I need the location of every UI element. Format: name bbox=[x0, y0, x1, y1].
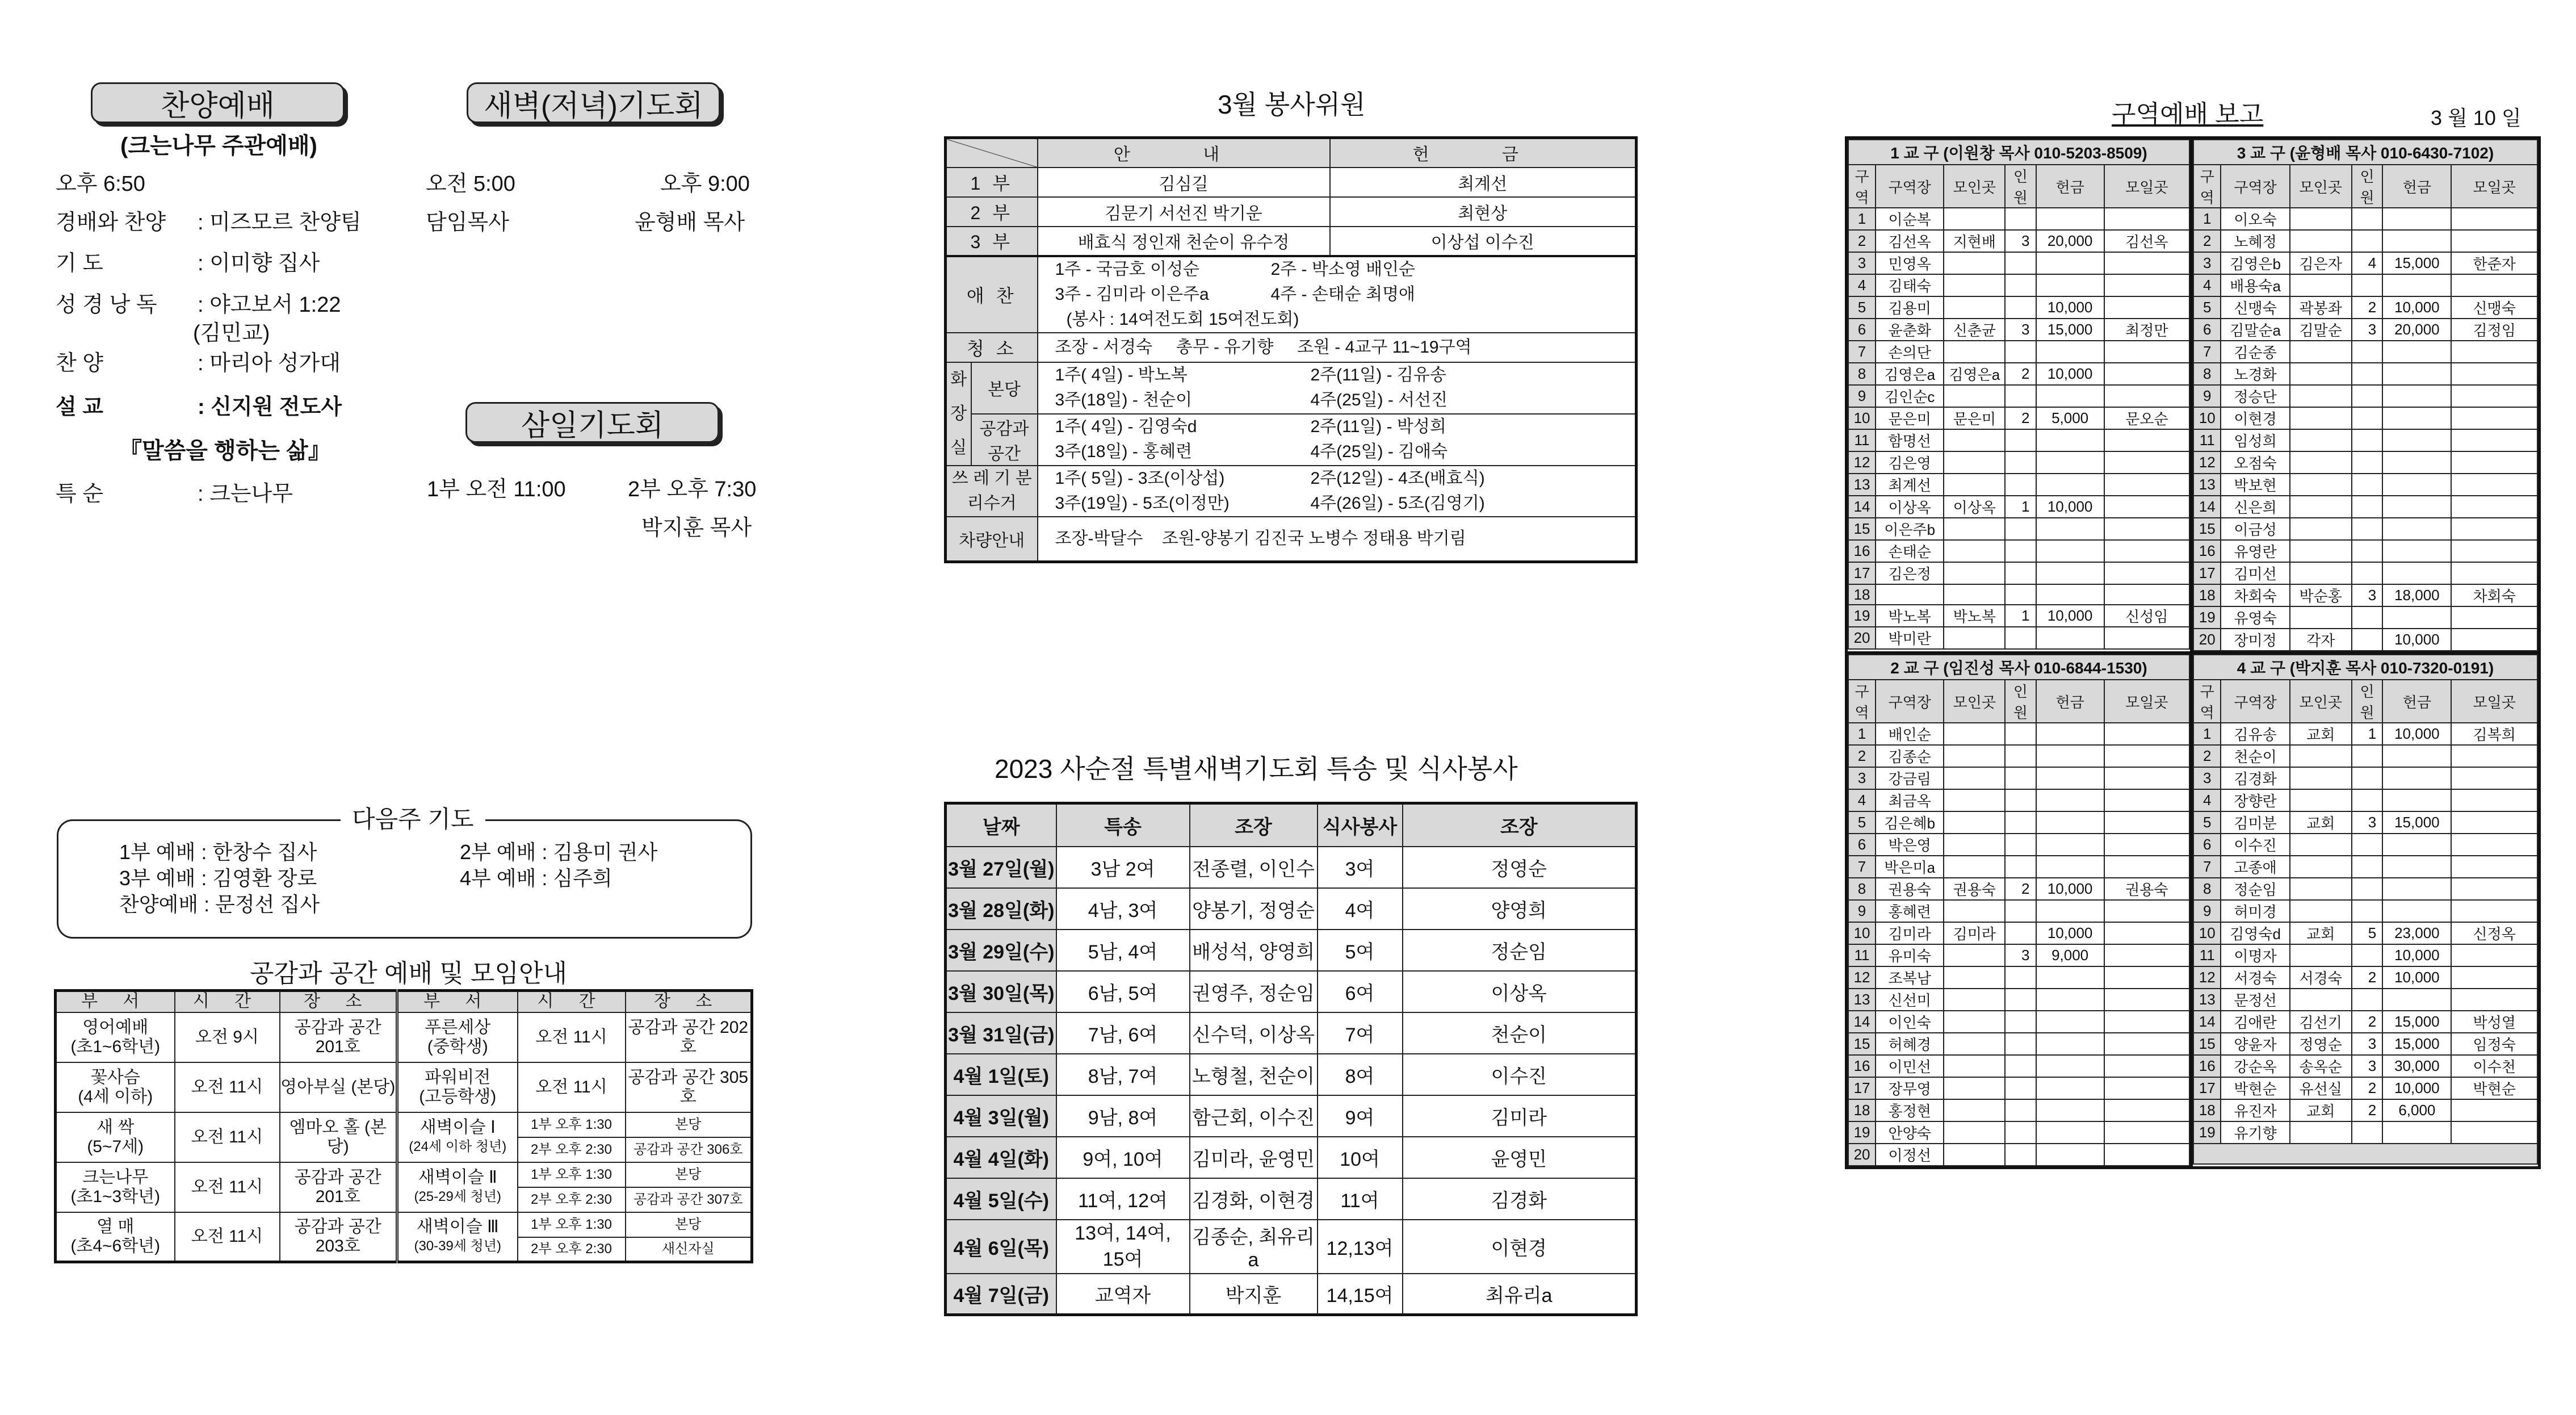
col-header: 날짜 bbox=[946, 803, 1056, 847]
table-row: 19 안양숙 bbox=[1848, 1121, 2189, 1144]
district-header: 4 교 구 (박지훈 목사 010-7320-0191) bbox=[2193, 655, 2537, 680]
col-header: 모일곳 bbox=[2104, 165, 2189, 208]
col-header: 헌 금 bbox=[1330, 138, 1637, 168]
worship-item: 기 도 : 이미향 집사 bbox=[56, 252, 320, 275]
worship-item: 성 경 낭 독 : 야고보서 1:22 bbox=[56, 293, 341, 317]
col-header: 헌금 bbox=[2036, 165, 2104, 208]
table-row: 청 소 조장 - 서경숙 총무 - 유기향 조원 - 4교구 11~19구역 bbox=[946, 333, 1637, 362]
table-row: 3 김영은b 김은자 4 15,000 한준자 bbox=[2193, 252, 2537, 274]
prayer-item: 1부 예배 : 한창수 집사 bbox=[119, 840, 317, 864]
prayer-item: 4부 예배 : 심주희 bbox=[460, 866, 612, 890]
march-servants-table bbox=[944, 136, 1638, 563]
table-row: 5 김용미 10,000 bbox=[1848, 296, 2189, 319]
col-header: 모일곳 bbox=[2104, 680, 2189, 723]
col-header: 구역장 bbox=[1876, 165, 1944, 208]
table-row: 8 정순임 bbox=[2193, 878, 2537, 900]
worship-time: 오후 6:50 bbox=[56, 172, 145, 196]
col-header: 구역 bbox=[2193, 165, 2221, 208]
col-header: 인원 bbox=[2005, 680, 2036, 723]
table-row: 공감과 공간 1주( 4일) - 김영숙d 2주(11일) - 박성희 3주(18일) - 홍혜련 4주(25일) - 김애숙 bbox=[946, 414, 1637, 466]
table-row: 5 김은혜b bbox=[1848, 811, 2189, 834]
table-row: 1 김유송 교회 1 10,000 김복희 bbox=[2193, 723, 2537, 745]
table-row: 16 이민선 bbox=[1848, 1055, 2189, 1077]
table-row: 10 김미라 김미라 10,000 bbox=[1848, 922, 2189, 944]
table-row: 9 허미경 bbox=[2193, 900, 2537, 922]
district-header: 2 교 구 (임진성 목사 010-6844-1530) bbox=[1848, 655, 2189, 680]
district-report-date: 3 월 10 일 bbox=[2431, 106, 2522, 129]
table-row: 10 문은미 문은미 2 5,000 문오순 bbox=[1848, 407, 2189, 429]
col-header: 구역 bbox=[1848, 165, 1876, 208]
table-row: 15 허혜경 bbox=[1848, 1033, 2189, 1055]
district-1 bbox=[1848, 139, 2193, 651]
meeting-guide-title: 공감과 공간 예배 및 모임안내 bbox=[250, 960, 567, 987]
table-row: 4월 5일(수) 11여, 12여 김경화, 이현경 11여 김경화 bbox=[946, 1178, 1637, 1220]
table-row: 5 신맹숙 곽봉좌 2 10,000 신맹숙 bbox=[2193, 296, 2537, 319]
worship-item: 경배와 찬양 : 미즈모르 찬양팀 bbox=[56, 211, 362, 235]
table-row: 6 윤춘화 신춘균 3 15,000 최정만 bbox=[1848, 319, 2189, 341]
table-row: 애 찬 1주 - 국금호 이성순 2주 - 박소영 배인순 3주 - 김미라 이은주a 4주 - 손태순 최명애 (봉사 : 14여전도회 15여전도회) bbox=[946, 256, 1637, 333]
col-header: 식사봉사 bbox=[1318, 803, 1403, 847]
table-row: 화 장 실 본당 1주( 4일) - 박노복 2주(11일) - 김유송 3주(18일) - 천순이 4주(25일) - 서선진 bbox=[946, 362, 1637, 414]
col-header: 모일곳 bbox=[2451, 680, 2537, 723]
col-header: 모인곳 bbox=[2290, 165, 2352, 208]
table-row: 꽃사슴 (4세 이하) 오전 11시 영아부실 (본당) 파워비전 (고등학생) 오전 11시 공감과 공간 305호 bbox=[56, 1062, 752, 1112]
district-2 bbox=[1848, 651, 2193, 1166]
dawn-evening-time: 오후 9:00 bbox=[660, 172, 750, 196]
table-row: 16 손태순 bbox=[1848, 540, 2189, 562]
col-header: 구역장 bbox=[1876, 680, 1944, 723]
table-row: 14 이상옥 이상옥 1 10,000 bbox=[1848, 496, 2189, 518]
table-row: 2 노혜정 bbox=[2193, 230, 2537, 252]
district-3 bbox=[2193, 139, 2538, 651]
table-row: 13 박보현 bbox=[2193, 474, 2537, 496]
wednesday-prayer-title: 삼일기도회 bbox=[521, 409, 664, 442]
table-row: 11 임성희 bbox=[2193, 429, 2537, 451]
col-header: 구역 bbox=[2193, 680, 2221, 723]
table-row: 9 김인순c bbox=[1848, 385, 2189, 407]
table-row: 4월 3일(월) 9남, 8여 함근회, 이수진 9여 김미라 bbox=[946, 1095, 1637, 1137]
col-header: 조장 bbox=[1403, 803, 1637, 847]
table-row: 6 박은영 bbox=[1848, 834, 2189, 856]
table-row: 4 최금옥 bbox=[1848, 789, 2189, 811]
sermon-item: 설 교 : 신지원 전도사 bbox=[56, 395, 342, 419]
col-header: 인원 bbox=[2352, 680, 2383, 723]
district-report-title: 구역예배 보고 bbox=[2112, 101, 2264, 128]
col-header: 장 소 bbox=[280, 991, 397, 1012]
table-row: 영어예배 (초1~6학년) 오전 9시 공감과 공간 201호 푸른세상 (중학생) 오전 11시 공감과 공간 202호 bbox=[56, 1012, 752, 1062]
table-row: 3월 27일(월) 3남 2여 전종렬, 이인수 3여 정영순 bbox=[946, 847, 1637, 888]
table-row: 4 배용숙a bbox=[2193, 274, 2537, 296]
district-header: 3 교 구 (윤형배 목사 010-6430-7102) bbox=[2193, 140, 2537, 165]
table-row: 2 김종순 bbox=[1848, 745, 2189, 767]
worship-item: (김민교) bbox=[193, 321, 270, 345]
dawn-prayer-title-badge bbox=[467, 82, 720, 123]
lent-table bbox=[944, 802, 1638, 1316]
table-row: 크는나무 (초1~3학년) 오전 11시 공감과 공간 201호 새벽이슬 Ⅱ (25-29세 청년) 1부 오후 1:30 본당 bbox=[56, 1162, 752, 1187]
table-row: 8 김영은a 김영은a 2 10,000 bbox=[1848, 363, 2189, 385]
meeting-guide-table bbox=[54, 989, 753, 1263]
col-header: 모인곳 bbox=[2290, 680, 2352, 723]
col-header: 부 서 bbox=[56, 991, 175, 1012]
table-row: 20 박미란 bbox=[1848, 627, 2189, 649]
col-header: 특송 bbox=[1056, 803, 1190, 847]
dawn-morning-leader: 담임목사 bbox=[426, 211, 509, 235]
table-row: 5 김미분 교회 3 15,000 bbox=[2193, 811, 2537, 834]
wednesday-prayer-title-badge bbox=[465, 402, 719, 443]
col-header: 모인곳 bbox=[1944, 165, 2005, 208]
table-row: 4월 7일(금) 교역자 박지훈 14,15여 최유리a bbox=[946, 1274, 1637, 1315]
col-header: 인원 bbox=[2352, 165, 2383, 208]
table-row: 18 bbox=[1848, 584, 2189, 605]
sermon-title: 『말씀을 행하는 삶』 bbox=[119, 438, 331, 463]
next-week-prayer-title: 다음주 기도 bbox=[341, 801, 485, 835]
table-row: 1 이오숙 bbox=[2193, 208, 2537, 230]
table-row: 12 조복남 bbox=[1848, 966, 2189, 989]
dawn-morning-time: 오전 5:00 bbox=[426, 172, 515, 196]
table-row: 17 장무영 bbox=[1848, 1077, 2189, 1099]
table-row: 새 싹 (5~7세) 오전 11시 엠마오 홀 (본당) 새벽이슬 Ⅰ (24세 이하 청년) 1부 오후 1:30 본당 bbox=[56, 1112, 752, 1137]
table-row: 2 부 김문기 서선진 박기운 최현상 bbox=[946, 197, 1637, 227]
table-row: 1 부 김심길 최계선 bbox=[946, 168, 1637, 197]
table-row: 3월 29일(수) 5남, 4여 배성석, 양영희 5여 정순임 bbox=[946, 930, 1637, 971]
table-row: 3월 31일(금) 7남, 6여 신수덕, 이상옥 7여 천순이 bbox=[946, 1012, 1637, 1054]
col-header: 장 소 bbox=[626, 991, 752, 1012]
table-row: 8 권용숙 권용숙 2 10,000 권용숙 bbox=[1848, 878, 2189, 900]
table-row: 11 유미숙 3 9,000 bbox=[1848, 944, 2189, 966]
table-row: 18 차회숙 박순홍 3 18,000 차회숙 bbox=[2193, 584, 2537, 606]
table-row: 10 김영숙d 교회 5 23,000 신정옥 bbox=[2193, 922, 2537, 944]
table-row: 차량안내 조장-박달수 조원-양봉기 김진국 노병수 정태용 박기림 bbox=[946, 517, 1637, 562]
table-row: 3월 30일(목) 6남, 5여 권영주, 정순임 6여 이상옥 bbox=[946, 971, 1637, 1012]
table-row: 15 양윤자 정영순 3 15,000 임정숙 bbox=[2193, 1033, 2537, 1055]
col-header: 안 내 bbox=[1038, 138, 1330, 168]
table-row: 6 김말순a 김말순 3 20,000 김정임 bbox=[2193, 319, 2537, 341]
col-header: 구역 bbox=[1848, 680, 1876, 723]
table-row: 19 유기향 bbox=[2193, 1121, 2537, 1144]
district-header: 1 교 구 (이원창 목사 010-5203-8509) bbox=[1848, 140, 2189, 165]
table-row: 3 부 배효식 정인재 천순이 유수정 이상섭 이수진 bbox=[946, 227, 1637, 256]
wednesday-first: 1부 오전 11:00 bbox=[427, 478, 566, 501]
col-header: 헌금 bbox=[2036, 680, 2104, 723]
col-header: 헌금 bbox=[2382, 680, 2451, 723]
worship-subtitle: (크는나무 주관예배) bbox=[120, 133, 317, 158]
table-row-empty bbox=[2193, 1144, 2537, 1164]
table-row: 4 장향란 bbox=[2193, 789, 2537, 811]
dawn-prayer-title: 새벽(저녁)기도회 bbox=[484, 89, 703, 123]
prayer-item: 찬양예배 : 문정선 집사 bbox=[119, 893, 320, 916]
table-row: 10 이현경 bbox=[2193, 407, 2537, 429]
table-row: 12 김은영 bbox=[1848, 451, 2189, 474]
table-row: 3 김경화 bbox=[2193, 767, 2537, 789]
table-row: 7 박은미a bbox=[1848, 856, 2189, 878]
table-row: 2부 오후 2:30 공감과 공간 306호 bbox=[56, 1137, 752, 1162]
worship-item: 찬 양 : 마리아 성가대 bbox=[56, 351, 341, 375]
table-row: 9 홍혜련 bbox=[1848, 900, 2189, 922]
table-row: 2부 오후 2:30 공감과 공간 307호 bbox=[56, 1187, 752, 1212]
table-row: 8 노경화 bbox=[2193, 363, 2537, 385]
table-row: 11 이명자 10,000 bbox=[2193, 944, 2537, 966]
table-row: 1 배인순 bbox=[1848, 723, 2189, 745]
col-header: 부 서 bbox=[397, 991, 518, 1012]
table-row: 열 매 (초4~6학년) 오전 11시 공감과 공간 203호 새벽이슬 Ⅲ (30-39세 청년) 1부 오후 1:30 본당 bbox=[56, 1212, 752, 1237]
table-row: 4월 1일(토) 8남, 7여 노형철, 천순이 8여 이수진 bbox=[946, 1054, 1637, 1095]
col-header: 모인곳 bbox=[1944, 680, 2005, 723]
table-row: 20 장미정 각자 10,000 bbox=[2193, 629, 2537, 651]
col-header: 구역장 bbox=[2221, 680, 2289, 723]
district-4 bbox=[2193, 651, 2538, 1166]
col-header: 조장 bbox=[1190, 803, 1318, 847]
table-row: 20 이정선 bbox=[1848, 1144, 2189, 1166]
table-row: 11 함명선 bbox=[1848, 429, 2189, 451]
table-row: 12 서경숙 서경숙 2 10,000 bbox=[2193, 966, 2537, 989]
table-row: 쓰 레 기 분리수거 1주( 5일) - 3조(이상섭) 2주(12일) - 4조(배효식) 3주(19일) - 5조(이정만) 4주(26일) - 5조(김영기) bbox=[946, 466, 1637, 517]
col-header: 시 간 bbox=[175, 991, 280, 1012]
table-row: 4 김태숙 bbox=[1848, 274, 2189, 296]
table-row: 9 정승단 bbox=[2193, 385, 2537, 407]
col-header: 시 간 bbox=[518, 991, 626, 1012]
lent-title: 2023 사순절 특별새벽기도회 특송 및 식사봉사 bbox=[995, 754, 1518, 784]
table-row: 13 신선미 bbox=[1848, 989, 2189, 1011]
table-row: 13 문정선 bbox=[2193, 989, 2537, 1011]
table-row: 15 이금성 bbox=[2193, 518, 2537, 540]
table-row: 19 박노복 박노복 1 10,000 신성임 bbox=[1848, 605, 2189, 627]
table-row: 4월 6일(목) 13여, 14여, 15여 김종순, 최유리a 12,13여 이현경 bbox=[946, 1220, 1637, 1274]
table-row: 12 오점숙 bbox=[2193, 451, 2537, 474]
col-header: 모일곳 bbox=[2451, 165, 2537, 208]
table-row: 17 김은정 bbox=[1848, 562, 2189, 584]
table-row: 3 강금림 bbox=[1848, 767, 2189, 789]
table-row: 17 김미선 bbox=[2193, 562, 2537, 584]
worship-title-badge bbox=[91, 82, 345, 123]
prayer-item: 2부 예배 : 김용미 권사 bbox=[460, 840, 658, 864]
next-week-prayer-list bbox=[119, 839, 687, 918]
table-row: 7 손의단 bbox=[1848, 341, 2189, 363]
table-row: 18 유진자 교회 2 6,000 bbox=[2193, 1099, 2537, 1121]
table-row: 2 김선옥 지현배 3 20,000 김선옥 bbox=[1848, 230, 2189, 252]
table-row: 14 김애란 김선기 2 15,000 박성열 bbox=[2193, 1011, 2537, 1033]
diagonal-corner bbox=[946, 138, 1038, 168]
wednesday-second: 2부 오후 7:30 bbox=[628, 478, 757, 501]
prayer-item: 3부 예배 : 김영환 장로 bbox=[119, 866, 317, 890]
col-header: 구역장 bbox=[2221, 165, 2289, 208]
table-row: 16 강순옥 송옥순 3 30,000 이수천 bbox=[2193, 1055, 2537, 1077]
march-servants-title: 3월 봉사위원 bbox=[1218, 90, 1366, 119]
dawn-evening-leader: 윤형배 목사 bbox=[635, 211, 745, 235]
table-row: 6 이수진 bbox=[2193, 834, 2537, 856]
district-report-grid bbox=[1845, 136, 2541, 1169]
table-row: 3 민영옥 bbox=[1848, 252, 2189, 274]
table-row: 7 김순종 bbox=[2193, 341, 2537, 363]
col-header: 헌금 bbox=[2382, 165, 2451, 208]
table-row: 19 유영숙 bbox=[2193, 606, 2537, 629]
table-row: 14 신은희 bbox=[2193, 496, 2537, 518]
table-row: 17 박현순 유선실 2 10,000 박현순 bbox=[2193, 1077, 2537, 1099]
worship-title: 찬양예배 bbox=[161, 89, 275, 123]
table-row: 15 이은주b bbox=[1848, 518, 2189, 540]
table-row: 3월 28일(화) 4남, 3여 양봉기, 정영순 4여 양영희 bbox=[946, 888, 1637, 930]
table-row: 2부 오후 2:30 새신자실 bbox=[56, 1237, 752, 1262]
table-row: 16 유영란 bbox=[2193, 540, 2537, 562]
wednesday-leader: 박지훈 목사 bbox=[641, 516, 752, 540]
table-row: 2 천순이 bbox=[2193, 745, 2537, 767]
table-row: 13 최계선 bbox=[1848, 474, 2189, 496]
table-row: 14 이인숙 bbox=[1848, 1011, 2189, 1033]
table-row: 7 고종애 bbox=[2193, 856, 2537, 878]
worship-item: 특 순 : 크는나무 bbox=[56, 482, 293, 506]
col-header: 인원 bbox=[2005, 165, 2036, 208]
table-row: 1 이순복 bbox=[1848, 208, 2189, 230]
table-row: 18 홍정현 bbox=[1848, 1099, 2189, 1121]
table-row: 4월 4일(화) 9여, 10여 김미라, 윤영민 10여 윤영민 bbox=[946, 1137, 1637, 1178]
